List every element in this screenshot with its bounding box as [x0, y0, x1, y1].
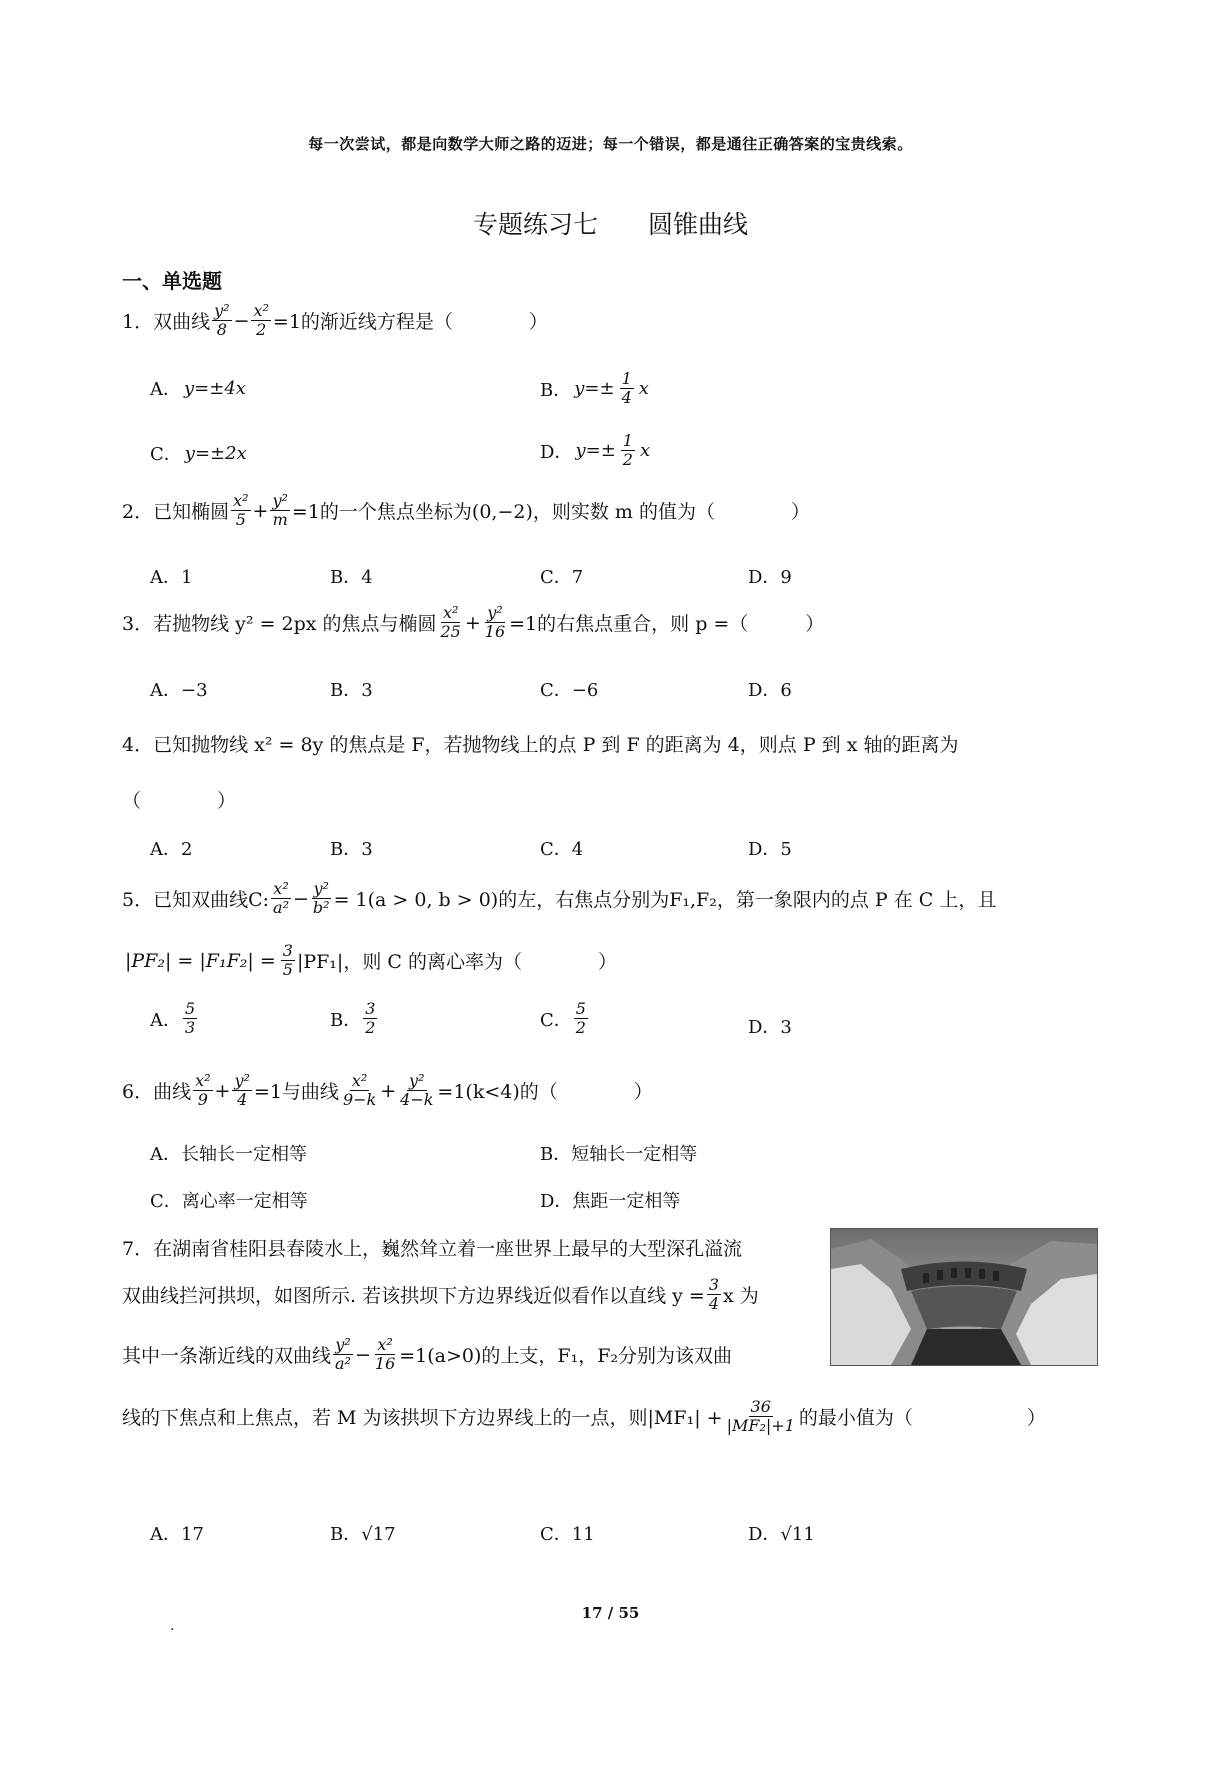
operator: − [233, 309, 250, 332]
fraction [251, 302, 270, 340]
stem-text: 线的下焦点和上焦点，若 M 为该拱坝下方边界线上的一点，则|MF₁| + [122, 1407, 723, 1430]
denominator: 8 [216, 320, 227, 340]
denominator: 2 [575, 1018, 586, 1038]
option-value: x [638, 378, 649, 400]
denominator: 4 [237, 1090, 248, 1110]
option-value: x [639, 440, 651, 462]
fraction [707, 1276, 721, 1314]
denominator: 5 [282, 960, 293, 980]
question-6-option-b: B．短轴长一定相等 [540, 1144, 698, 1165]
denominator: 4−k [400, 1090, 434, 1110]
fraction [281, 942, 295, 980]
stem-text: x 为 [723, 1285, 759, 1308]
numerator: x² [273, 879, 289, 898]
dam-photo [830, 1228, 1098, 1366]
stem-text: 双曲线拦河拱坝，如图所示. 若该拱坝下方边界线近似看作以直线 y = [122, 1285, 705, 1308]
option-letter: A． [150, 379, 181, 400]
numerator: x² [195, 1071, 211, 1090]
stem-text: |PF₁|，则 C 的离心率为（ ） [296, 951, 617, 974]
denominator: 2 [622, 450, 633, 470]
denominator: m [272, 510, 288, 530]
page-motto: 每一次尝试，都是向数学大师之路的迈进；每一个错误，都是通往正确答案的宝贵线索。 [308, 135, 913, 153]
question-4-option-c: C．4 [540, 839, 584, 860]
operator: + [252, 499, 269, 522]
operator: − [293, 887, 309, 910]
option-value: y=±4x [184, 377, 246, 399]
stem-text: =1与曲线 [253, 1081, 339, 1104]
stem-text: =1的渐近线方程是（ ） [272, 311, 548, 334]
option-value: y=±2x [184, 442, 247, 464]
denominator: 16 [484, 622, 506, 642]
question-2-option-b: B．4 [330, 567, 373, 588]
numerator: y² [313, 879, 329, 898]
question-number: 2． [122, 501, 154, 524]
numerator: x² [351, 1071, 368, 1090]
numerator: 5 [185, 999, 196, 1018]
numerator: y² [214, 301, 230, 320]
numerator: x² [377, 1335, 393, 1354]
denominator: 4 [621, 388, 632, 408]
stem-text: |PF₂| = |F₁F₂| = [125, 949, 276, 972]
question-6-stem [122, 1072, 653, 1110]
denominator: 3 [185, 1018, 196, 1038]
fraction [341, 1072, 378, 1110]
fraction [725, 1398, 797, 1436]
question-4-option-a: A．2 [150, 839, 193, 860]
fraction [439, 604, 463, 642]
question-7-option-a: A．17 [150, 1524, 204, 1545]
question-5-option-d: D．3 [748, 1017, 792, 1038]
question-number: 5． [122, 889, 154, 912]
numerator: x² [253, 301, 269, 320]
numerator: x² [233, 491, 249, 510]
stem-text: 其中一条渐近线的双曲线 [122, 1345, 332, 1368]
section-heading: 一、单选题 [122, 269, 222, 293]
denominator: 25 [440, 622, 461, 642]
question-3-option-a: A．−3 [150, 680, 208, 701]
fraction [232, 1072, 251, 1110]
denominator: 5 [235, 510, 246, 530]
question-6-option-c: C．离心率一定相等 [150, 1191, 308, 1212]
fraction [398, 1072, 435, 1110]
dam-photo-illustration [831, 1229, 1097, 1365]
fraction [231, 492, 250, 530]
denominator: 2 [365, 1018, 376, 1038]
question-2-stem [122, 492, 810, 530]
numerator: 3 [282, 941, 293, 960]
denominator: a² [273, 898, 289, 918]
question-1-option-a [150, 375, 249, 401]
question-7-stem-line2 [122, 1276, 759, 1314]
operator: + [464, 611, 481, 634]
question-1-option-b [540, 370, 652, 408]
question-2-option-c: C．7 [540, 567, 584, 588]
option-value: y=± [575, 440, 616, 462]
stem-text: 曲线 [153, 1081, 192, 1104]
stem-text: 已知椭圆 [153, 501, 230, 524]
question-2-option-a: A．1 [150, 567, 193, 588]
fraction [620, 370, 634, 408]
numerator: 1 [621, 369, 632, 388]
scan-speck: . [170, 1618, 175, 1634]
question-7-option-d: D．√11 [748, 1524, 815, 1545]
operator: − [354, 1343, 371, 1366]
numerator: 36 [750, 1397, 771, 1416]
numerator: y² [409, 1071, 425, 1090]
question-5-option-c [540, 1000, 590, 1038]
stem-text: =1(k<4)的（ ） [437, 1081, 653, 1104]
operator: + [380, 1079, 397, 1102]
question-1-stem [122, 302, 548, 340]
question-3-stem [122, 604, 824, 642]
option-letter: A． [150, 1009, 181, 1031]
question-7-option-c: C．11 [540, 1524, 595, 1545]
stem-text: 已知双曲线C: [153, 889, 270, 912]
question-5-stem-line1 [122, 880, 996, 918]
fraction [574, 1000, 588, 1038]
denominator: 2 [256, 320, 267, 340]
fraction [483, 604, 507, 642]
question-6-option-a: A．长轴长一定相等 [150, 1144, 307, 1165]
question-3-option-c: C．−6 [540, 680, 599, 701]
numerator: x² [442, 603, 459, 622]
denominator: 4 [708, 1294, 720, 1314]
question-7-stem-line3 [122, 1336, 732, 1374]
question-4-stem-line2: （ ） [122, 790, 237, 812]
denominator: 9−k [342, 1090, 377, 1110]
option-value: y=± [574, 378, 615, 400]
page-title: 专题练习七 圆锥曲线 [472, 210, 748, 239]
question-4-option-d: D．5 [748, 839, 792, 860]
question-number: 3． [122, 613, 154, 636]
question-3-option-b: B．3 [330, 680, 373, 701]
question-1-option-c [150, 440, 250, 466]
question-number: 6． [122, 1081, 154, 1104]
numerator: y² [234, 1071, 250, 1090]
numerator: 3 [365, 999, 376, 1018]
page-number: 17 / 55 [581, 1604, 640, 1622]
denominator: |MF₂|+1 [726, 1416, 795, 1436]
numerator: 1 [622, 431, 633, 450]
fraction [621, 432, 635, 470]
option-letter: B． [330, 1009, 362, 1031]
numerator: 3 [708, 1275, 720, 1294]
fraction [212, 302, 231, 340]
option-letter: C． [150, 444, 182, 465]
stem-text: =1(a>0)的上支，F₁，F₂分别为该双曲 [399, 1345, 733, 1368]
fraction [183, 1000, 197, 1038]
denominator: b² [312, 898, 330, 918]
operator: + [214, 1079, 231, 1102]
question-6-option-d: D．焦距一定相等 [540, 1191, 681, 1212]
numerator: y² [272, 491, 288, 510]
question-7-stem-line4 [122, 1398, 1046, 1436]
stem-text: =1的一个焦点坐标为(0,−2)，则实数 m 的值为（ ） [291, 501, 810, 524]
fraction [270, 492, 289, 530]
denominator: a² [335, 1354, 351, 1374]
fraction [311, 880, 332, 918]
question-3-option-d: D．6 [748, 680, 792, 701]
stem-text: 的最小值为（ ） [798, 1407, 1046, 1430]
option-letter: B． [540, 379, 572, 401]
stem-text: 若抛物线 y² = 2px 的焦点与椭圆 [153, 613, 437, 636]
numerator: 5 [575, 999, 586, 1018]
option-letter: D． [540, 441, 573, 463]
question-number: 1． [122, 311, 154, 334]
question-2-option-d: D．9 [748, 567, 792, 588]
fraction [271, 880, 291, 918]
question-4-stem-line1: 4．已知抛物线 x² = 8y 的焦点是 F，若抛物线上的点 P 到 F 的距离为 4，则点 P 到 x 轴的距离为 [122, 734, 959, 756]
denominator: 9 [197, 1090, 208, 1110]
fraction [193, 1072, 212, 1110]
denominator: 16 [374, 1354, 396, 1374]
stem-text: =1的右焦点重合，则 p =（ ） [509, 613, 825, 636]
question-5-option-b [330, 1000, 379, 1038]
fraction [333, 1336, 353, 1374]
fraction [373, 1336, 397, 1374]
stem-text: 双曲线 [153, 311, 211, 334]
option-letter: C． [540, 1009, 572, 1031]
question-1-option-d [540, 432, 653, 470]
question-4-option-b: B．3 [330, 839, 373, 860]
stem-text: = 1(a > 0, b > 0)的左，右焦点分别为F₁,F₂，第一象限内的点 P 在 C 上，且 [333, 889, 997, 912]
fraction [363, 1000, 377, 1038]
numerator: y² [335, 1335, 351, 1354]
question-7-stem-line1: 7．在湖南省桂阳县春陵水上，巍然耸立着一座世界上最早的大型深孔溢流 [122, 1238, 743, 1260]
question-5-option-a [150, 1000, 199, 1038]
question-7-option-b: B．√17 [330, 1524, 396, 1545]
question-5-stem-line2 [122, 942, 617, 980]
numerator: y² [487, 603, 503, 622]
